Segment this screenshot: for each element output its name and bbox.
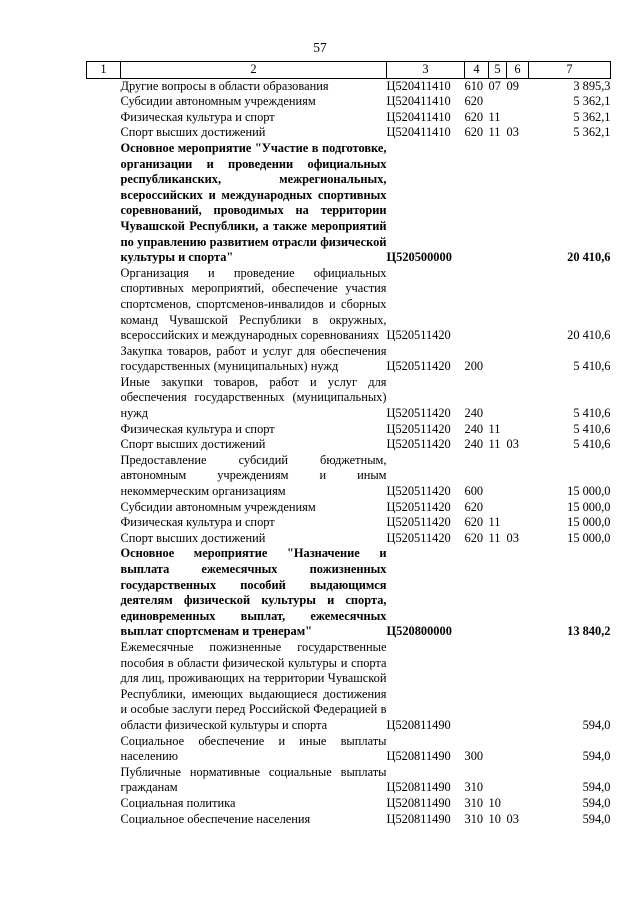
cell-subsection [507, 640, 529, 734]
cell-name: Спорт высших достижений [120, 125, 266, 140]
cell-section [489, 500, 507, 516]
cell-code: Ц520511420 [386, 328, 451, 343]
header-col-1: 1 [87, 62, 121, 79]
cell-amount: 594,0 [582, 717, 611, 732]
budget-table [86, 61, 611, 827]
cell-section [489, 453, 507, 500]
page-number: 57 [313, 40, 327, 55]
cell-subsection [507, 344, 529, 375]
cell-subsection: 03 [506, 530, 519, 545]
cell-index [87, 515, 121, 531]
cell-index [87, 796, 121, 812]
cell-code: Ц520500000 [386, 250, 452, 265]
cell-code: Ц520511420 [386, 359, 451, 374]
header-col-2: 2 [121, 62, 387, 79]
table-row [87, 125, 611, 141]
table-row [87, 500, 611, 516]
cell-section [489, 141, 507, 266]
cell-code: Ц520411410 [386, 125, 451, 140]
cell-code: Ц520511420 [386, 406, 451, 421]
cell-section [489, 640, 507, 734]
cell-section [489, 344, 507, 375]
cell-section [489, 266, 507, 344]
cell-expense-type [465, 546, 489, 640]
cell-name: Физическая культура и спорт [120, 109, 275, 124]
cell-subsection [507, 375, 529, 422]
table-row [87, 375, 611, 422]
cell-expense-type: 240 [464, 421, 484, 436]
cell-section: 11 [488, 515, 501, 530]
cell-subsection [507, 515, 529, 531]
cell-amount: 15 000,0 [567, 515, 611, 530]
cell-expense-type [465, 141, 489, 266]
table-row [87, 531, 611, 547]
cell-expense-type: 200 [464, 359, 484, 374]
cell-name: Субсидии автономным учреждениям [120, 94, 316, 109]
cell-code: Ц520411410 [386, 94, 451, 109]
cell-amount: 5 362,1 [573, 94, 611, 109]
cell-name: Основное мероприятие "Участие в подготовке, организации и проведении официальных республиканских, межрегиональных, всероссийских и международных спортивных соревнований, проводимых на территории Чувашской Республики, а также мероприятий по управлению развитием отрасли физической культуры и спорта" [120, 140, 387, 265]
cell-amount: 5 362,1 [573, 125, 611, 140]
table-body [87, 78, 611, 827]
cell-index [87, 453, 121, 500]
cell-name: Организация и проведение официальных спортивных мероприятий, обеспечение участия спортсменов, спортсменов-инвалидов и сборных команд Чувашской Республики в окружных, всероссийских и международных соревнованиях [120, 265, 387, 343]
cell-index [87, 375, 121, 422]
table-row [87, 422, 611, 438]
cell-section: 10 [488, 795, 501, 810]
cell-subsection [507, 94, 529, 110]
cell-code: Ц520811490 [386, 717, 451, 732]
cell-subsection [507, 453, 529, 500]
cell-name: Спорт высших достижений [120, 437, 266, 452]
cell-code: Ц520511420 [386, 421, 451, 436]
cell-section: 11 [488, 421, 501, 436]
cell-expense-type: 310 [464, 811, 484, 826]
cell-expense-type: 620 [464, 515, 484, 530]
table-row [87, 110, 611, 126]
cell-amount: 5 410,6 [573, 421, 611, 436]
cell-code: Ц520811490 [386, 780, 451, 795]
cell-expense-type: 600 [464, 484, 484, 499]
cell-index [87, 546, 121, 640]
cell-name: Предоставление субсидий бюджетным, автономным учреждениям и иным некоммерческим организациям [120, 452, 387, 499]
cell-amount: 15 000,0 [567, 484, 611, 499]
cell-expense-type [465, 640, 489, 734]
cell-amount: 15 000,0 [567, 530, 611, 545]
cell-index [87, 500, 121, 516]
table-row [87, 437, 611, 453]
cell-name: Социальное обеспечение и иные выплаты населению [120, 733, 387, 764]
cell-expense-type: 620 [464, 94, 484, 109]
cell-index [87, 125, 121, 141]
header-col-6: 6 [507, 62, 529, 79]
cell-expense-type: 240 [464, 406, 484, 421]
header-col-5: 5 [489, 62, 507, 79]
table-row [87, 640, 611, 734]
cell-expense-type: 620 [464, 109, 484, 124]
cell-code: Ц520511420 [386, 484, 451, 499]
cell-index [87, 78, 121, 94]
cell-name: Ежемесячные пожизненные государственные пособия в области физической культуры и спорта для лиц, проживающих на территории Чувашской Республики, имеющих выдающиеся достижения и особые заслуги перед Российской Федерацией в области физической культуры и спорта [120, 639, 387, 732]
cell-amount: 594,0 [582, 780, 611, 795]
cell-name: Социальная политика [120, 795, 236, 810]
cell-expense-type: 240 [464, 437, 484, 452]
cell-section: 11 [488, 530, 501, 545]
cell-expense-type: 300 [464, 749, 484, 764]
cell-subsection [507, 266, 529, 344]
cell-code: Ц520811490 [386, 749, 451, 764]
cell-section: 07 [488, 78, 501, 93]
cell-expense-type [465, 266, 489, 344]
cell-amount: 5 362,1 [573, 109, 611, 124]
cell-amount: 594,0 [582, 795, 611, 810]
table-row [87, 94, 611, 110]
cell-name: Публичные нормативные социальные выплаты гражданам [120, 764, 387, 795]
cell-index [87, 110, 121, 126]
cell-name: Закупка товаров, работ и услуг для обеспечения государственных (муниципальных) нужд [120, 343, 387, 374]
table-row [87, 78, 611, 94]
cell-amount: 3 895,3 [573, 78, 611, 93]
cell-subsection: 03 [506, 437, 519, 452]
cell-code: Ц520800000 [386, 624, 452, 639]
cell-subsection: 09 [506, 78, 519, 93]
cell-code: Ц520511420 [386, 499, 451, 514]
cell-index [87, 734, 121, 765]
cell-name: Спорт высших достижений [120, 530, 266, 545]
cell-section [489, 546, 507, 640]
cell-code: Ц520811490 [386, 795, 451, 810]
cell-subsection [507, 546, 529, 640]
cell-expense-type: 620 [464, 499, 484, 514]
cell-section [489, 734, 507, 765]
cell-index [87, 437, 121, 453]
cell-code: Ц520511420 [386, 437, 451, 452]
cell-subsection [507, 141, 529, 266]
cell-code: Ц520811490 [386, 811, 451, 826]
cell-name: Другие вопросы в области образования [120, 78, 329, 93]
cell-name: Физическая культура и спорт [120, 515, 275, 530]
cell-section: 11 [488, 437, 501, 452]
header-col-4: 4 [465, 62, 489, 79]
cell-index [87, 531, 121, 547]
table-row [87, 344, 611, 375]
cell-code: Ц520511420 [386, 530, 451, 545]
cell-section: 10 [488, 811, 501, 826]
cell-amount: 20 410,6 [567, 328, 611, 343]
cell-name: Социальное обеспечение населения [120, 811, 311, 826]
cell-expense-type: 310 [464, 795, 484, 810]
table-row [87, 453, 611, 500]
cell-code: Ц520411410 [386, 78, 451, 93]
table-row [87, 765, 611, 796]
table-row [87, 812, 611, 828]
cell-name: Субсидии автономным учреждениям [120, 499, 316, 514]
table-row [87, 796, 611, 812]
cell-expense-type: 620 [464, 125, 484, 140]
cell-index [87, 94, 121, 110]
cell-name: Физическая культура и спорт [120, 421, 275, 436]
cell-section [489, 375, 507, 422]
cell-subsection [507, 734, 529, 765]
table-header [87, 62, 611, 79]
table-row [87, 141, 611, 266]
cell-code: Ц520411410 [386, 109, 451, 124]
cell-subsection [507, 422, 529, 438]
table-row [87, 266, 611, 344]
header-col-7: 7 [529, 62, 611, 79]
cell-subsection [507, 500, 529, 516]
cell-index [87, 812, 121, 828]
cell-subsection: 03 [506, 125, 519, 140]
cell-subsection [507, 765, 529, 796]
cell-section: 11 [488, 109, 501, 124]
table-row [87, 546, 611, 640]
table-row [87, 734, 611, 765]
cell-amount: 5 410,6 [573, 359, 611, 374]
cell-index [87, 422, 121, 438]
cell-name: Основное мероприятие "Назначение и выплата ежемесячных пожизненных государственных пособий выдающимся деятелям физической культуры и спорта, единовременных выплат, ежемесячных выплат спортсменам и тренерам" [120, 546, 387, 639]
header-col-3: 3 [387, 62, 465, 79]
cell-expense-type: 310 [464, 780, 484, 795]
cell-index [87, 765, 121, 796]
cell-index [87, 640, 121, 734]
cell-expense-type: 620 [464, 530, 484, 545]
cell-amount: 5 410,6 [573, 437, 611, 452]
cell-amount: 594,0 [582, 811, 611, 826]
cell-subsection: 03 [506, 811, 519, 826]
cell-amount: 13 840,2 [567, 624, 611, 639]
cell-amount: 20 410,6 [567, 250, 611, 265]
cell-subsection [507, 796, 529, 812]
cell-index [87, 141, 121, 266]
cell-section: 11 [488, 125, 501, 140]
cell-section [489, 765, 507, 796]
cell-index [87, 344, 121, 375]
cell-amount: 5 410,6 [573, 406, 611, 421]
cell-amount: 15 000,0 [567, 499, 611, 514]
cell-name: Иные закупки товаров, работ и услуг для обеспечения государственных (муниципальных) нужд [120, 374, 387, 421]
cell-index [87, 266, 121, 344]
cell-subsection [507, 110, 529, 126]
cell-amount: 594,0 [582, 749, 611, 764]
header-row [87, 62, 611, 79]
cell-section [489, 94, 507, 110]
table-row [87, 515, 611, 531]
cell-code: Ц520511420 [386, 515, 451, 530]
cell-expense-type: 610 [464, 78, 484, 93]
